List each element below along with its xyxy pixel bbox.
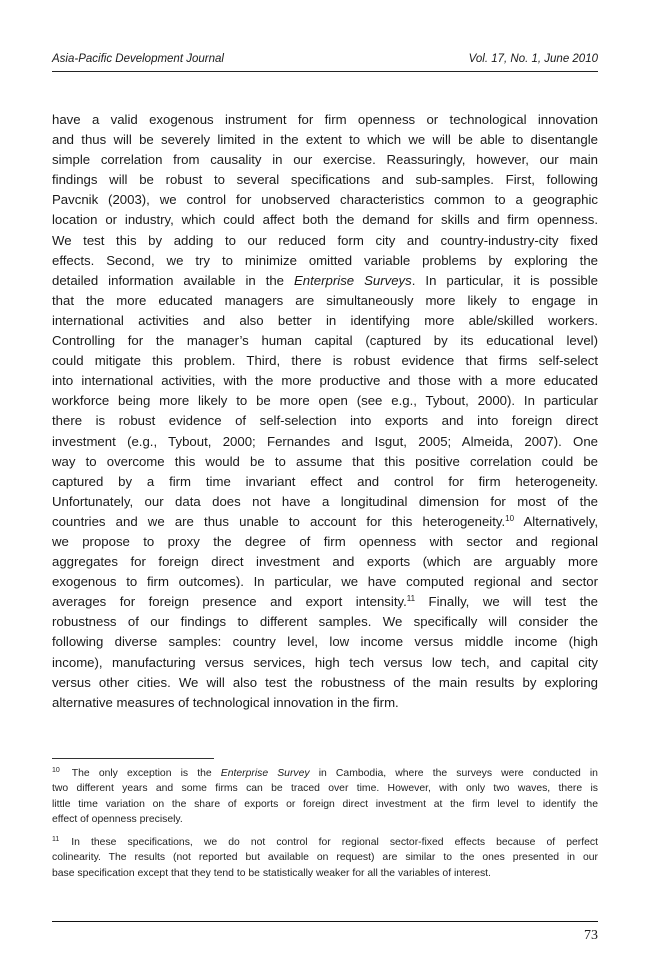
footnote-line: little time variation on the share of exports or foreign direct investment at the firm level to identify the — [52, 798, 598, 810]
body-line: that the more educated managers are simultaneously more likely to engage in — [52, 292, 598, 308]
body-line: location or industry, which could affect both the demand for skills and firm openness. — [52, 212, 598, 228]
journal-title: Asia-Pacific Development Journal — [52, 53, 224, 65]
body-line: findings will be robust to several specifications and sub-samples. First, following — [52, 172, 598, 188]
body-line: robustness of our findings to different samples. We specifically will consider the — [52, 614, 598, 630]
footnote-line: two different years and some firms can be traced over time. However, with only two waves, there is — [52, 783, 598, 795]
body-line: We test this by adding to our reduced form city and country-industry-city fixed — [52, 232, 598, 248]
body-line: way to overcome this would be to assume that this positive correlation could be — [52, 453, 598, 469]
body-line: there is robust evidence of self-selection into exports and into foreign direct — [52, 413, 598, 429]
footer-divider — [52, 921, 598, 922]
body-line: exogenous to firm outcomes). In particular, we have computed regional and sector — [52, 574, 598, 590]
body-line: and thus will be severely limited in the extent to which we will be able to disentangle — [52, 132, 598, 148]
body-line: detailed information available in the Enterprise Surveys. In particular, it is possible — [52, 272, 599, 288]
body-line: captured by a firm time invariant effect and control for firm heterogeneity. — [52, 473, 598, 489]
body-line: aggregates for foreign direct investment and exports (which are arguably more — [52, 554, 598, 570]
body-paragraph — [52, 110, 598, 713]
body-line: versus other cities. We will also test the robustness of the main results by exploring — [52, 674, 598, 690]
footnote-ref: 11 — [406, 594, 416, 604]
footnote-line: colinearity. The results (not reported but available on request) are similar to the ones presented in our — [52, 852, 598, 864]
footnote-number: 11 — [52, 836, 60, 844]
body-line: simple correlation from causality in our exercise. Reassuringly, however, our main — [52, 152, 598, 168]
body-line: have a valid exogenous instrument for firm openness or technological innovation — [52, 112, 598, 127]
header-divider — [52, 71, 598, 72]
body-line: effects. Second, we try to minimize omitted variable problems by exploring the — [52, 252, 598, 268]
body-line: countries and we are thus unable to account for this heterogeneity.$^{10}$ Alternatively, — [52, 513, 598, 529]
body-line: Controlling for the manager’s human capital (captured by its educational level) — [52, 333, 598, 349]
body-line: into international activities, with the more productive and those with a more educated — [52, 373, 598, 389]
body-line: could mitigate this problem. Third, there is robust evidence that firms self-select — [52, 353, 598, 369]
footnotes — [52, 766, 598, 889]
body-line: averages for foreign presence and export intensity.$^{11}$ Finally, we will test the — [52, 594, 598, 610]
footnote-line: $^{11}$ In these specifications, we do not control for regional sector-fixed effects because of perfect — [52, 836, 598, 849]
body-line: international activities and also better in identifying more able/skilled workers. — [52, 312, 598, 328]
footnote-number: 10 — [52, 767, 60, 774]
italic-title: Enterprise Survey — [220, 768, 310, 779]
running-header — [52, 53, 598, 69]
footnote-divider — [52, 758, 214, 759]
body-line: following diverse samples: country level, low income versus middle income (high — [52, 634, 598, 650]
footnote-ref: 10 — [505, 513, 515, 523]
footnote-line: effect of openness precisely. — [52, 813, 183, 825]
body-line: income), manufacturing versus services, high tech versus low tech, and capital city — [52, 654, 598, 670]
body-line: alternative measures of technological innovation in the firm. — [52, 694, 399, 710]
footnote-line: base specification except that they tend to be statistically weaker for all the variables of interest. — [52, 867, 491, 879]
page-number: 73 — [584, 928, 598, 943]
body-line: we propose to proxy the degree of firm openness with sector and regional — [52, 533, 598, 549]
body-line: investment (e.g., Tybout, 2000; Fernandes and Isgut, 2005; Almeida, 2007). One — [52, 433, 598, 449]
body-line: workforce being more likely to be more open (see e.g., Tybout, 2000). In particular — [52, 393, 598, 409]
italic-title: Enterprise Surveys — [294, 272, 412, 288]
footnote — [52, 766, 598, 827]
footnote-line: $^{10}$ The only exception is the Enterprise Survey in Cambodia, where the surveys were conducted in — [52, 767, 598, 779]
issue-info: Vol. 17, No. 1, June 2010 — [468, 53, 598, 65]
footnote — [52, 835, 598, 881]
body-line: Unfortunately, our data does not have a longitudinal dimension for most of the — [52, 493, 598, 509]
body-line: Pavcnik (2003), we control for unobserved characteristics common to a geographic — [52, 192, 598, 208]
